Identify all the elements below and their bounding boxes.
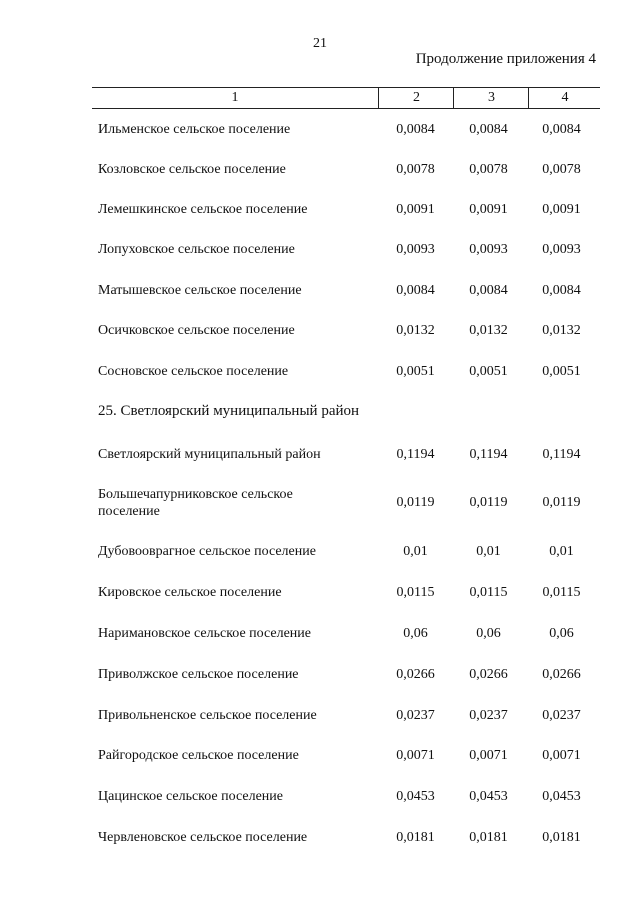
- row-name: Лопуховское сельское поселение: [98, 242, 295, 257]
- row-value-3: 0,0181: [469, 830, 508, 845]
- row-value-3: 0,0237: [469, 708, 508, 723]
- row-value-3: 0,0119: [469, 495, 508, 510]
- row-name: Козловское сельское поселение: [98, 162, 286, 177]
- row-value-4: 0,0453: [542, 789, 581, 804]
- row-value-3: 0,0093: [469, 242, 508, 257]
- row-value-3: 0,0266: [469, 667, 508, 682]
- row-value-2: 0,0051: [396, 364, 435, 379]
- header-col-3: 3: [453, 88, 529, 108]
- row-value-4: 0,0119: [542, 495, 581, 510]
- header-col-1: 1: [231, 90, 239, 105]
- row-name: Наримановское сельское поселение: [98, 626, 312, 641]
- row-value-4: 0,0093: [542, 242, 581, 257]
- row-value-4: 0,0071: [542, 748, 581, 763]
- row-value-2: 0,0237: [396, 708, 435, 723]
- row-name: Осичковское сельское поселение: [98, 323, 295, 338]
- row-value-4: 0,01: [549, 544, 574, 559]
- section-title: 25. Светлоярский муниципальный район: [98, 403, 360, 419]
- row-name: Матышевское сельское поселение: [98, 283, 302, 298]
- row-value-4: 0,0181: [542, 830, 581, 845]
- row-value-4: 0,0115: [542, 585, 581, 600]
- row-value-2: 0,0119: [396, 495, 435, 510]
- page-number: 21: [313, 36, 327, 51]
- row-value-2: 0,0093: [396, 242, 435, 257]
- row-value-2: 0,01: [403, 544, 428, 559]
- row-value-2: 0,0181: [396, 830, 435, 845]
- row-name: Светлоярский муниципальный район: [98, 447, 321, 462]
- row-value-4: 0,0132: [542, 323, 581, 338]
- row-name: Приволжское сельское поселение: [98, 667, 299, 682]
- row-value-2: 0,0132: [396, 323, 435, 338]
- row-value-4: 0,0051: [542, 364, 581, 379]
- row-name: Цацинское сельское поселение: [98, 789, 283, 804]
- row-name: Привольненское сельское поселение: [98, 708, 317, 723]
- header-col-4: 4: [528, 88, 601, 108]
- row-name: Большечапурниковское сельское поселение: [98, 487, 293, 519]
- row-value-2: 0,06: [403, 626, 428, 641]
- row-name: Лемешкинское сельское поселение: [98, 202, 308, 217]
- row-value-4: 0,0078: [542, 162, 581, 177]
- row-name: Райгородское сельское поселение: [98, 748, 299, 763]
- row-value-2: 0,0266: [396, 667, 435, 682]
- row-value-2: 0,0115: [396, 585, 435, 600]
- row-value-3: 0,01: [476, 544, 501, 559]
- row-value-2: 0,0091: [396, 202, 435, 217]
- row-value-4: 0,0266: [542, 667, 581, 682]
- continuation-label: Продолжение приложения 4: [415, 51, 596, 67]
- row-value-2: 0,0084: [396, 122, 435, 137]
- row-value-3: 0,0078: [469, 162, 508, 177]
- row-value-4: 0,0084: [542, 283, 581, 298]
- row-value-4: 0,0084: [542, 122, 581, 137]
- row-value-4: 0,0091: [542, 202, 581, 217]
- row-value-4: 0,1194: [542, 447, 581, 462]
- row-value-2: 0,0071: [396, 748, 435, 763]
- row-value-3: 0,0453: [469, 789, 508, 804]
- row-value-3: 0,0084: [469, 122, 508, 137]
- row-value-3: 0,0084: [469, 283, 508, 298]
- row-value-3: 0,0091: [469, 202, 508, 217]
- row-value-3: 0,0132: [469, 323, 508, 338]
- row-value-2: 0,1194: [396, 447, 435, 462]
- row-value-3: 0,0071: [469, 748, 508, 763]
- row-value-3: 0,06: [476, 626, 501, 641]
- row-name: Дубовооврагное сельское поселение: [98, 544, 316, 559]
- row-value-3: 0,1194: [469, 447, 508, 462]
- row-value-4: 0,06: [549, 626, 574, 641]
- row-value-2: 0,0453: [396, 789, 435, 804]
- row-value-3: 0,0115: [469, 585, 508, 600]
- row-value-2: 0,0078: [396, 162, 435, 177]
- row-value-3: 0,0051: [469, 364, 508, 379]
- row-name: Червленовское сельское поселение: [98, 830, 308, 845]
- row-value-2: 0,0084: [396, 283, 435, 298]
- row-value-4: 0,0237: [542, 708, 581, 723]
- row-name: Кировское сельское поселение: [98, 585, 282, 600]
- row-name: Ильменское сельское поселение: [98, 122, 291, 137]
- row-name: Сосновское сельское поселение: [98, 364, 289, 379]
- header-col-2: 2: [378, 88, 454, 108]
